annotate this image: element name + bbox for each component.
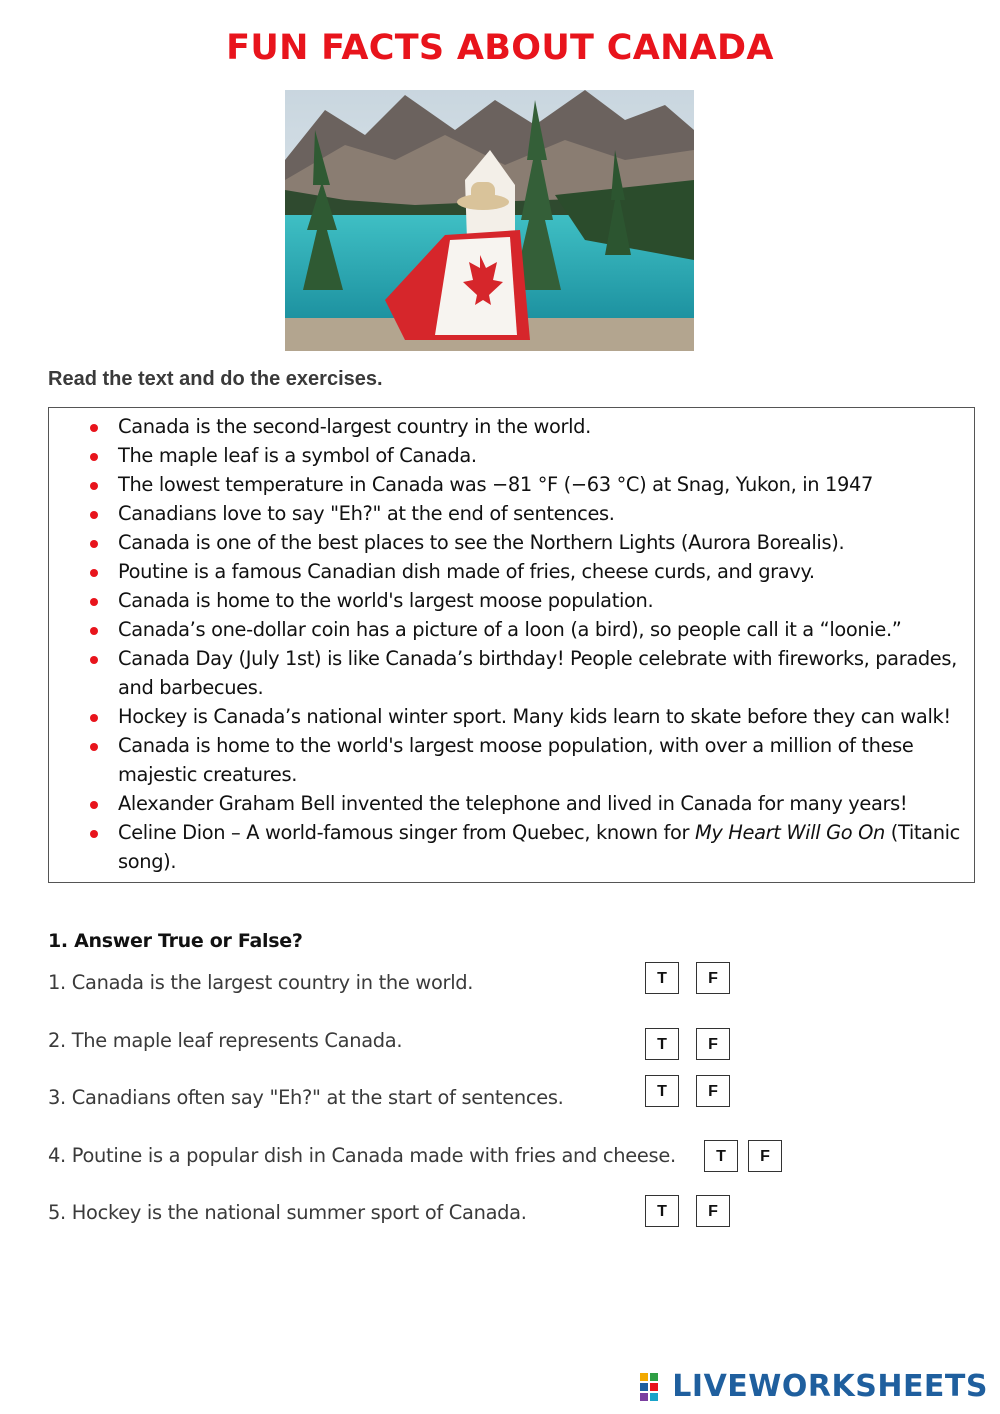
fact-text: Canada is one of the best places to see the Northern Lights (Aurora Borealis). [118,531,845,554]
question-5: 5. Hockey is the national summer sport of Canada. [48,1201,527,1224]
song-title: My Heart Will Go On [694,821,885,844]
fact-item [49,615,974,644]
bullet-icon [90,511,98,519]
true-box-2[interactable]: T [645,1028,679,1060]
fact-item [49,557,974,586]
canada-lake-photo [285,90,694,351]
bullet-icon [90,714,98,722]
fact-item [49,528,974,557]
fact-text-before: Celine Dion – A world-famous singer from Quebec, known for [118,821,695,844]
fact-text: Canada is the second-largest country in the world. [118,415,591,438]
fact-text: The lowest temperature in Canada was −81 °F (−63 °C) at Snag, Yukon, in 1947 [118,473,873,496]
bullet-icon [90,569,98,577]
exercise-heading: 1. Answer True or False? [48,930,303,952]
bullet-icon [90,830,98,838]
false-box-1[interactable]: F [696,962,730,994]
fact-text: Canada’s one-dollar coin has a picture of a loon (a bird), so people call it a “loonie.” [118,618,902,641]
fact-text-after: (Titanic song). [118,821,960,873]
true-box-3[interactable]: T [645,1075,679,1107]
facts-box [48,407,975,883]
fact-item [49,702,974,731]
fact-text: Canada is home to the world's largest moose population, with over a million of these majestic creatures. [118,734,914,786]
false-box-3[interactable]: F [696,1075,730,1107]
true-box-5[interactable]: T [645,1195,679,1227]
bullet-icon [90,540,98,548]
liveworksheets-logo-icon [640,1371,670,1401]
fact-text: Canadians love to say "Eh?" at the end of sentences. [118,502,615,525]
bullet-icon [90,453,98,461]
fact-item [49,789,974,818]
bullet-icon [90,743,98,751]
question-3: 3. Canadians often say "Eh?" at the start of sentences. [48,1086,564,1109]
fact-item [49,499,974,528]
true-box-4[interactable]: T [704,1140,738,1172]
bullet-icon [90,627,98,635]
question-4: 4. Poutine is a popular dish in Canada made with fries and cheese. [48,1144,676,1167]
liveworksheets-brand [640,1368,988,1404]
fact-text: Canada is home to the world's largest moose population. [118,589,654,612]
fact-item [49,586,974,615]
bullet-icon [90,482,98,490]
false-box-4[interactable]: F [748,1140,782,1172]
fact-item [49,470,974,499]
question-1: 1. Canada is the largest country in the world. [48,971,474,994]
fact-item [49,731,974,789]
bullet-icon [90,656,98,664]
facts-list [49,408,974,876]
fact-text: The maple leaf is a symbol of Canada. [118,444,477,467]
instruction-text: Read the text and do the exercises. [48,368,383,390]
fact-text: Hockey is Canada’s national winter sport. Many kids learn to skate before they can walk! [118,705,951,728]
bullet-icon [90,598,98,606]
true-box-1[interactable]: T [645,962,679,994]
false-box-5[interactable]: F [696,1195,730,1227]
page-title: FUN FACTS ABOUT CANADA [226,28,774,68]
fact-item [49,818,974,876]
question-2: 2. The maple leaf represents Canada. [48,1029,403,1052]
fact-text: Poutine is a famous Canadian dish made of fries, cheese curds, and gravy. [118,560,815,583]
bullet-icon [90,424,98,432]
brand-name: LIVEWORKSHEETS [672,1368,988,1404]
fact-item [49,412,974,441]
fact-item [49,441,974,470]
fact-item [49,644,974,702]
fact-text: Alexander Graham Bell invented the telephone and lived in Canada for many years! [118,792,908,815]
bullet-icon [90,801,98,809]
fact-text: Canada Day (July 1st) is like Canada’s birthday! People celebrate with fireworks, parades, and barbecues. [118,647,957,699]
false-box-2[interactable]: F [696,1028,730,1060]
